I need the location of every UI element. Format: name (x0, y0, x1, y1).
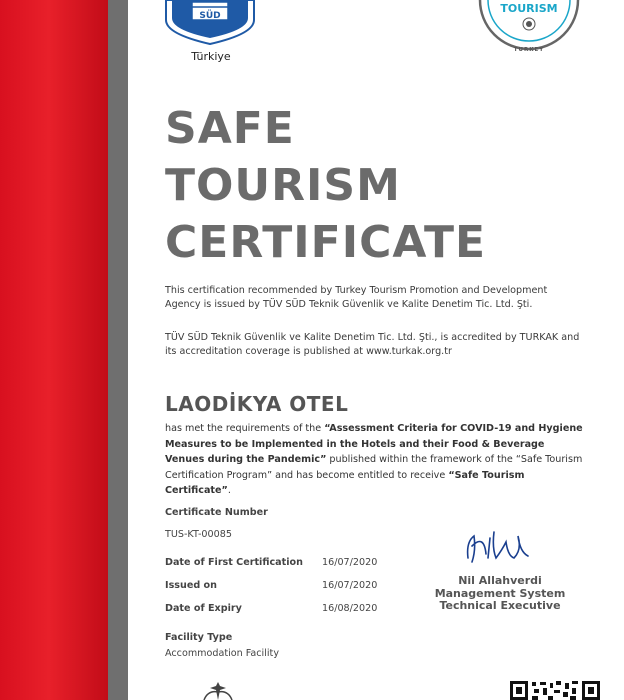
seal-main-text: TOURISM (500, 2, 558, 15)
intro-paragraph-1: This certification recommended by Turkey Tourism Promotion and Development Agency is issued by TÜV SÜD Teknik Güvenlik ve Kalite Denetim Tic. Ltd. Şti. (165, 285, 548, 310)
signatory-name: Nil Allahverdi (458, 574, 542, 587)
seal-bottom-text: TURKEY (513, 47, 545, 53)
certificate-number: TUS-KT-00085 (165, 529, 232, 540)
expiry-label: Date of Expiry (165, 603, 242, 614)
statement-part-1: has met the requirements of the (165, 423, 325, 434)
first-certification-date: 16/07/2020 (322, 557, 378, 568)
title-line-2: TOURISM (165, 160, 401, 211)
facility-type: Accommodation Facility (165, 648, 279, 659)
left-red-band (0, 0, 108, 700)
signature (462, 528, 532, 568)
qr-code-icon (510, 681, 600, 700)
issued-on-date: 16/07/2020 (322, 580, 378, 591)
facility-type-label: Facility Type (165, 632, 233, 643)
certificate-number-label: Certificate Number (165, 507, 268, 518)
hotel-name: LAODİKYA OTEL (165, 392, 349, 416)
signatory-block (420, 575, 580, 613)
issued-on-label: Issued on (165, 580, 217, 591)
crest-icon (196, 682, 240, 700)
expiry-date: 16/08/2020 (322, 603, 378, 614)
first-certification-label: Date of First Certification (165, 557, 303, 568)
certificate-title (165, 100, 486, 271)
statement-part-3: . (227, 485, 231, 496)
tuv-logo-text: SÜD (199, 11, 221, 21)
title-line-3: CERTIFICATE (165, 217, 487, 268)
statement-certificate-name: “Safe Tourism Certificate” (165, 469, 525, 496)
safe-tourism-seal (474, 0, 584, 62)
country-label: Türkiye (191, 50, 231, 63)
signatory-title-line-2: Technical Executive (439, 599, 561, 612)
signatory-title-line-1: Management System (434, 586, 566, 600)
title-line-1: SAFE (165, 103, 295, 154)
intro-paragraph-2: TÜV SÜD Teknik Güvenlik ve Kalite Denetim Tic. Ltd. Şti., is accredited by TURKAK and its accreditation coverage is published at www.turkak.org.tr (165, 332, 580, 357)
certification-statement (165, 421, 585, 499)
statement-criteria: “Assessment Criteria for COVID-19 and Hygiene Measures to be Implemented in the Hotels and their Food & Beverage Venues during the Pandemic” (165, 423, 583, 465)
left-gray-band (108, 0, 128, 700)
statement-part-2: published within the framework of the “Safe Tourism Certification Program” and has become entitled to receive (165, 454, 583, 481)
